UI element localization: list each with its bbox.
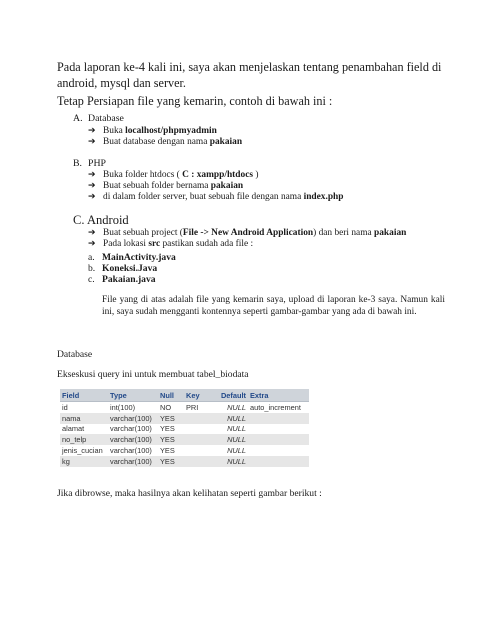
table-structure-image [60, 389, 309, 467]
browse-result-text: Jika dibrowse, maka hasilnya akan kelihatan seperti gambar berikut : [57, 488, 322, 499]
arrow-right-icon: ➔ [88, 126, 96, 136]
structure-table [60, 389, 309, 467]
table-cell: varchar(100) [108, 434, 158, 445]
arrow-right-icon: ➔ [88, 191, 96, 202]
file-list-item [88, 263, 176, 274]
intro-paragraph: Pada laporan ke-4 kali ini, saya akan menjelaskan tentang penambahan field di android, mysql dan server. [57, 60, 442, 90]
table-cell: YES [158, 434, 184, 445]
table-cell [184, 424, 210, 435]
file-name: Pakaian.java [102, 274, 156, 286]
preparation-paragraph: Tetap Persiapan file yang kemarin, contoh di bawah ini : [57, 94, 333, 108]
table-cell [248, 413, 309, 424]
item-text-suffix: ) dan beri nama [313, 228, 375, 238]
section-a-label: A. [73, 113, 83, 124]
table-cell: NULL [210, 413, 248, 424]
section-c-label: C. [73, 213, 85, 227]
table-cell: alamat [60, 424, 108, 435]
table-row [60, 456, 309, 467]
table-cell: varchar(100) [108, 424, 158, 435]
table-row [60, 434, 309, 445]
table-row [60, 413, 309, 424]
list-item [88, 126, 242, 137]
arrow-right-icon: ➔ [88, 136, 96, 147]
section-b-label: B. [73, 158, 82, 169]
table-cell [248, 424, 309, 435]
section-c-title: Android [87, 213, 129, 227]
table-row [60, 424, 309, 435]
column-header: Field [60, 389, 108, 402]
list-item [88, 228, 406, 239]
table-cell [248, 434, 309, 445]
table-cell [184, 445, 210, 456]
item-text: Buat database dengan nama [103, 136, 210, 147]
item-bold-text: pakaian [374, 228, 407, 238]
item-bold-text: localhost/phpmyadmin [125, 126, 217, 136]
item-bold-text: src [148, 238, 161, 249]
database-heading: Database [57, 349, 93, 360]
table-cell: YES [158, 413, 184, 424]
list-item [88, 239, 406, 250]
section-a-heading [73, 113, 124, 125]
table-cell: no_telp [60, 434, 108, 445]
section-b-heading [73, 158, 106, 170]
list-item [88, 170, 343, 181]
file-note-paragraph: File yang di atas adalah file yang kemarin saya, upload di laporan ke-3 saya. Namun kali ini, saya sudah mengganti kontennya seperti gambar-gambar yang ada di bawah ini. [102, 295, 445, 317]
table-cell: NULL [210, 424, 248, 435]
table-cell: varchar(100) [108, 413, 158, 424]
column-header: Key [184, 389, 210, 402]
table-cell: id [60, 402, 108, 413]
file-letter: a. [88, 252, 95, 263]
item-text: Buat sebuah project ( [103, 228, 183, 238]
table-cell: nama [60, 413, 108, 424]
table-cell: NULL [210, 434, 248, 445]
table-cell: NULL [210, 402, 248, 413]
file-name: Koneksi.Java [102, 263, 158, 275]
table-cell [184, 456, 210, 467]
exec-query-text: Ekseskusi query ini untuk membuat tabel_biodata [57, 369, 249, 380]
item-bold-text: pakaian [209, 136, 243, 147]
table-cell: PRI [184, 402, 210, 413]
file-list-item [88, 274, 176, 285]
arrow-right-icon: ➔ [88, 238, 96, 249]
table-cell [184, 413, 210, 424]
table-cell: YES [158, 456, 184, 467]
item-text: Buat sebuah folder bernama [103, 180, 211, 191]
table-header-row [60, 389, 309, 402]
table-cell: YES [158, 424, 184, 435]
table-cell: NULL [210, 445, 248, 456]
section-a-list [88, 126, 242, 148]
item-text: Buka [103, 126, 126, 136]
table-cell: kg [60, 456, 108, 467]
section-a-title: Database [88, 113, 124, 124]
column-header: Type [108, 389, 158, 402]
table-cell: jenis_cucian [60, 445, 108, 456]
file-name: MainActivity.java [102, 252, 176, 263]
arrow-right-icon: ➔ [88, 228, 96, 238]
file-list-item [88, 252, 176, 263]
table-cell [248, 456, 309, 467]
arrow-right-icon: ➔ [88, 180, 96, 191]
table-cell: varchar(100) [108, 456, 158, 467]
table-cell: NULL [210, 456, 248, 467]
item-text-suffix: ) [253, 170, 259, 180]
item-text: Buka folder htdocs ( [103, 170, 183, 180]
file-letter: c. [88, 274, 95, 286]
list-item [88, 137, 242, 148]
list-item [88, 192, 343, 203]
table-cell: auto_increment [248, 402, 309, 413]
table-row [60, 445, 309, 456]
item-text: Pada lokasi [103, 238, 149, 249]
file-letter: b. [88, 263, 96, 275]
item-bold-text: File -> New Android Application [182, 228, 314, 238]
table-row [60, 402, 309, 413]
item-text: di dalam folder server, buat sebuah file dengan nama [103, 191, 304, 202]
column-header: Null [158, 389, 184, 402]
table-cell [184, 434, 210, 445]
section-b-list [88, 170, 343, 202]
item-bold-text: index.php [303, 191, 344, 202]
section-c-list [88, 228, 406, 250]
item-bold-text: C : xampp/htdocs [182, 170, 253, 180]
table-cell: YES [158, 445, 184, 456]
section-b-title: PHP [88, 158, 106, 169]
table-cell: NO [158, 402, 184, 413]
table-cell: varchar(100) [108, 445, 158, 456]
column-header: Extra [248, 389, 309, 402]
arrow-right-icon: ➔ [88, 170, 96, 180]
table-cell: int(100) [108, 402, 158, 413]
section-c-heading [73, 214, 129, 226]
list-item [88, 181, 343, 192]
file-list [88, 252, 176, 286]
item-bold-text: pakaian [210, 180, 244, 191]
column-header: Default [210, 389, 248, 402]
item-text-suffix: pastikan sudah ada file : [160, 238, 254, 249]
table-cell [248, 445, 309, 456]
